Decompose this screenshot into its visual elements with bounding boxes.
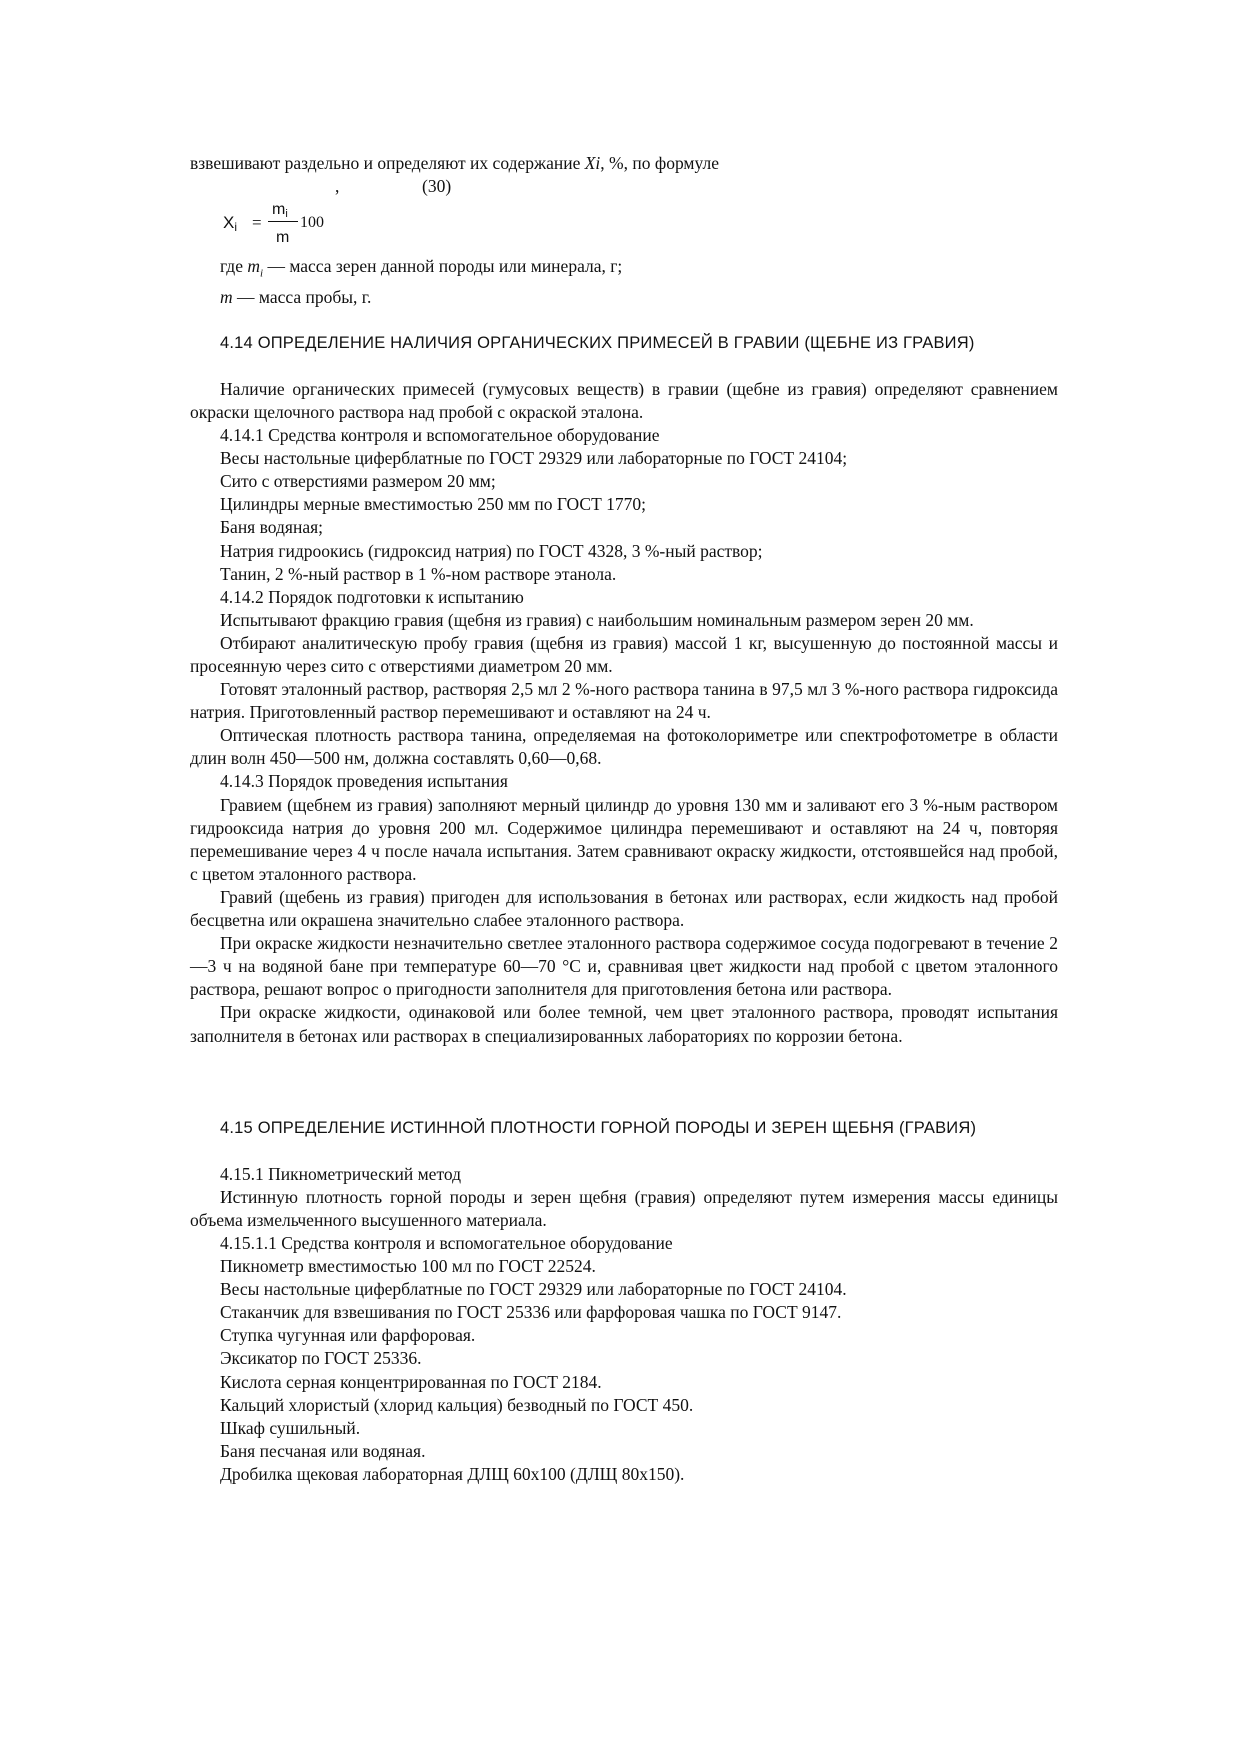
formula-numerator: $m_i$ <box>272 201 288 221</box>
formula-30 <box>190 198 1058 255</box>
list-item: Стаканчик для взвешивания по ГОСТ 25336 или фарфоровая чашка по ГОСТ 9147. <box>220 1302 842 1323</box>
fraction-bar <box>268 221 298 222</box>
formula-denominator: m <box>276 229 290 247</box>
list-item: Дробилка щековая лабораторная ДЛЩ 60х100 (ДЛЩ 80х150). <box>220 1463 685 1484</box>
formula-number-line <box>190 175 1058 198</box>
paragraph: Готовят эталонный раствор, растворяя 2,5 мл 2 %-ного раствора танина в 97,5 мл 3 %-ного раствора гидроксида натрия. Приготовленный раствор перемешивают и оставляют на 24 ч. <box>190 679 1058 723</box>
paragraph: Истинную плотность горной породы и зерен щебня (гравия) определяют путем измерения массы единицы объема измельченного высушенного материала. <box>190 1186 1058 1230</box>
formula-comma: , <box>335 176 340 197</box>
subsection-title: 4.15.1.1 Средства контроля и вспомогательное оборудование <box>220 1232 673 1253</box>
subsection-title: 4.14.1 Средства контроля и вспомогательное оборудование <box>220 425 660 446</box>
document-page <box>190 152 1058 1486</box>
paragraph: Гравием (щебнем из гравия) заполняют мерный цилиндр до уровня 130 мм и заливают его 3 %-ным раствором гидрооксида натрия до уровня 200 мл. Содержимое цилиндра перемешивают и оставляют на 24 ч, повторяя перемешивание через 4 ч после начала испытания. Затем сравнивают окраску жидкости, отстоявшейся над пробой, с цветом эталонного раствора. <box>190 794 1058 884</box>
list-item: Эксикатор по ГОСТ 25336. <box>220 1348 422 1369</box>
paragraph: Испытывают фракцию гравия (щебня из гравия) с наибольшим номинальным размером зерен 20 мм. <box>220 609 974 630</box>
paragraph: При окраске жидкости, одинаковой или более темной, чем цвет эталонного раствора, проводят испытания заполнителя в бетонах или растворах в специализированных лабораториях по коррозии бетона. <box>190 1002 1058 1046</box>
list-item: Баня песчаная или водяная. <box>220 1440 426 1461</box>
formula-number: (30) <box>422 176 452 197</box>
paragraph: Гравий (щебень из гравия) пригоден для использования в бетонах или растворах, если жидкость над пробой бесцветна или окрашена значительно слабее эталонного раствора. <box>190 886 1058 931</box>
list-item: Танин, 2 %-ный раствор в 1 %-ном растворе этанола. <box>220 563 617 584</box>
list-item: Натрия гидроокись (гидроксид натрия) по ГОСТ 4328, 3 %-ный раствор; <box>220 540 763 561</box>
formula-equals: = <box>252 213 262 233</box>
section-heading-4-15: 4.15 ОПРЕДЕЛЕНИЕ ИСТИННОЙ ПЛОТНОСТИ ГОРНОЙ ПОРОДЫ И ЗЕРЕН ЩЕБНЯ (ГРАВИЯ) <box>220 1118 977 1137</box>
subsection-title: 4.15.1 Пикнометрический метод <box>220 1163 462 1184</box>
paragraph: Отбирают аналитическую пробу гравия (щебня из гравия) массой 1 кг, высушенную до постоянной массы и просеянную через сито с отверстиями диаметром 20 мм. <box>190 632 1058 676</box>
subsection-title: 4.14.2 Порядок подготовки к испытанию <box>220 586 524 607</box>
list-item: Баня водяная; <box>220 517 323 538</box>
formula-multiplier: 100 <box>300 214 324 232</box>
list-item: Ступка чугунная или фарфоровая. <box>220 1325 476 1346</box>
formula-lhs: $X_i$ <box>223 213 238 235</box>
subsection-title: 4.14.3 Порядок проведения испытания <box>220 771 508 792</box>
list-item: Кальций хлористый (хлорид кальция) безводный по ГОСТ 450. <box>220 1394 694 1415</box>
list-item: Шкаф сушильный. <box>220 1417 361 1438</box>
xi-variable: Xi <box>584 153 601 173</box>
list-item: Цилиндры мерные вместимостью 250 мм по ГОСТ 1770; <box>220 494 647 515</box>
paragraph: При окраске жидкости незначительно светлее эталонного раствора содержимое сосуда подогревают в течение 2—3 ч на водяной бане при температуре 60—70 °С и, сравнивая цвет жидкости над пробой с цветом эталонного раствора, решают вопрос о пригодности заполнителя для приготовления бетона или раствора. <box>190 933 1058 1000</box>
list-item: Пикнометр вместимостью 100 мл по ГОСТ 22524. <box>220 1256 596 1277</box>
section-heading-4-14: 4.14 ОПРЕДЕЛЕНИЕ НАЛИЧИЯ ОРГАНИЧЕСКИХ ПРИМЕСЕЙ В ГРАВИИ (ЩЕБНЕ ИЗ ГРАВИЯ) <box>220 333 975 352</box>
where-m: m — масса пробы, г. <box>220 286 372 307</box>
where-mi: где $m_i$ — масса зерен данной породы или минерала, г; <box>220 256 623 280</box>
list-item: Весы настольные циферблатные по ГОСТ 29329 или лабораторные по ГОСТ 24104. <box>220 1279 847 1300</box>
paragraph: Наличие органических примесей (гумусовых веществ) в гравии (щебне из гравия) определяют сравнением окраски щелочного раствора над пробой с окраской эталона. <box>190 378 1058 422</box>
list-item: Весы настольные циферблатные по ГОСТ 29329 или лабораторные по ГОСТ 24104; <box>220 448 848 469</box>
list-item: Сито с отверстиями размером 20 мм; <box>220 471 496 492</box>
paragraph: Оптическая плотность раствора танина, определяемая на фотоколориметре или спектрофотометре в области длин волн 450—500 нм, должна составлять 0,60—0,68. <box>190 725 1058 769</box>
list-item: Кислота серная концентрированная по ГОСТ 2184. <box>220 1371 602 1392</box>
intro-line: взвешивают раздельно и определяют их содержание Xi, %, по формуле <box>190 153 719 173</box>
